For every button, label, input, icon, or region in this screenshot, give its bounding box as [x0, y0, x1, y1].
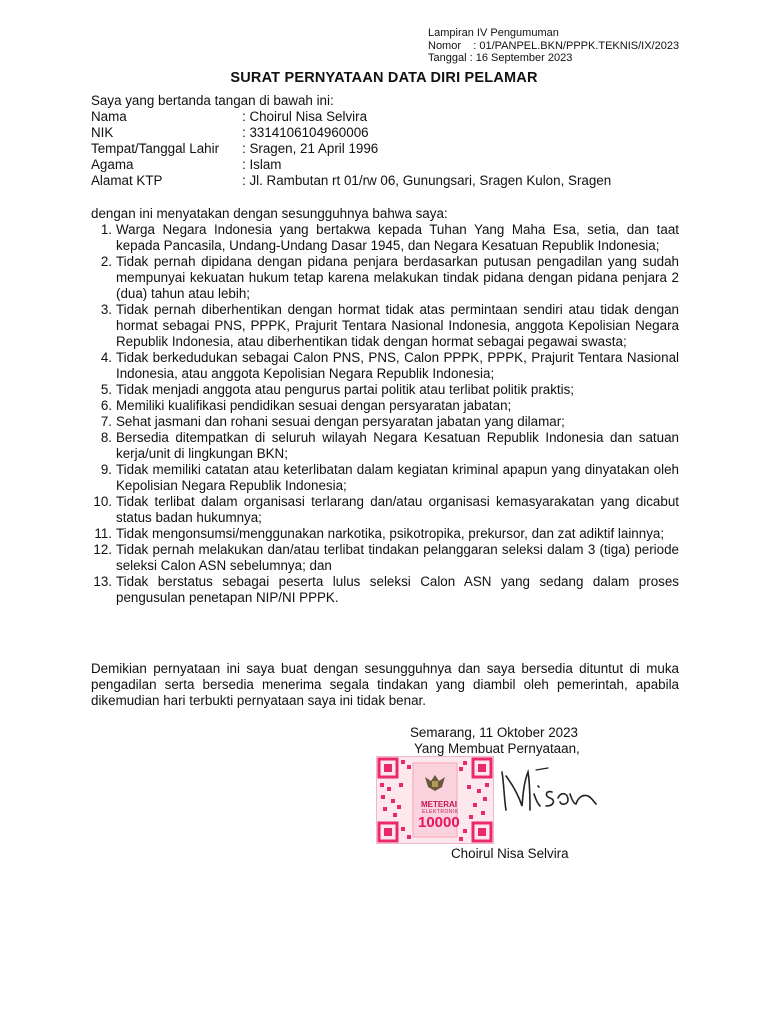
field-row [91, 173, 611, 189]
field-label: Alamat KTP [91, 173, 163, 188]
list-item [80, 302, 679, 350]
signatory-name: Choirul Nisa Selvira [451, 846, 569, 861]
item-number: 13. [93, 574, 112, 589]
signature-role: Yang Membuat Pernyataan, [414, 741, 580, 756]
item-text: Tidak berkedudukan sebagai Calon PNS, PNS, Calon PPPK, PPPK, Prajurit Tentara Nasional Indonesia, atau anggota Kepolisian Negara Republik Indonesia; [116, 350, 679, 381]
item-text: Bersedia ditempatkan di seluruh wilayah Negara Kesatuan Republik Indonesia dan satuan kerja/unit di lingkungan BKN; [116, 430, 679, 461]
declaration-list [80, 222, 679, 606]
list-item [80, 222, 679, 254]
document-title: SURAT PERNYATAAN DATA DIRI PELAMAR [230, 70, 538, 86]
nomor-value: : 01/PANPEL.BKN/PPPK.TEKNIS/IX/2023 [473, 39, 680, 52]
field-value: : 3314106104960006 [242, 125, 369, 140]
item-number: 8. [100, 430, 112, 445]
list-item [80, 574, 679, 606]
item-number: 2. [100, 254, 112, 269]
list-item [80, 494, 679, 526]
signature-place-date: Semarang, 11 Oktober 2023 [410, 725, 578, 740]
meterai-value: 10000 [418, 814, 460, 831]
intro-text: Saya yang bertanda tangan di bawah ini: [91, 93, 334, 108]
item-number: 9. [100, 462, 112, 477]
item-number: 11. [94, 526, 112, 541]
nomor-line [428, 40, 679, 53]
list-item [80, 526, 679, 542]
item-number: 1. [100, 222, 112, 237]
tanggal-line: Tanggal : 16 September 2023 [428, 52, 573, 64]
field-row [91, 141, 611, 157]
item-text: Tidak menjadi anggota atau pengurus partai politik atau terlibat politik praktis; [116, 382, 575, 397]
list-item [80, 542, 679, 574]
item-number: 10. [93, 494, 112, 509]
list-item [80, 254, 679, 302]
nomor-label: Nomor [428, 39, 462, 52]
field-label: Nama [91, 109, 127, 124]
list-item [80, 398, 679, 414]
item-text: Tidak pernah diberhentikan dengan hormat tidak atas permintaan sendiri atau tidak dengan hormat sebagai PNS, PPPK, Prajurit Tentara Nasional Indonesia, anggota Kepolisian Negara Republik Indonesia, atau diberhentikan tidak dengan hormat sebagai pegawai swasta; [116, 302, 679, 349]
item-text: Tidak terlibat dalam organisasi terlarang dan/atau organisasi kemasyarakatan yang dicabut status badan hukumnya; [116, 494, 679, 525]
list-item [80, 430, 679, 462]
field-label: Agama [91, 157, 134, 172]
field-value: : Choirul Nisa Selvira [242, 109, 368, 124]
meterai-sublabel: ELEKTRONIK [422, 809, 459, 815]
item-text: Tidak berstatus sebagai peserta lulus seleksi Calon ASN yang sedang dalam proses pengusulan penetapan NIP/NI PPPK. [116, 574, 679, 605]
item-number: 3. [100, 302, 112, 317]
item-number: 6. [100, 398, 112, 413]
item-text: Tidak mengonsumsi/menggunakan narkotika, psikotropika, prekursor, dan zat adiktif lainnya; [116, 526, 665, 541]
item-text: Tidak pernah dipidana dengan pidana penjara berdasarkan putusan pengadilan yang sudah mempunyai kekuatan hukum tetap karena melakukan tindak pidana dengan pidana penjara 2 (dua) tahun atau lebih; [116, 254, 679, 301]
handwritten-signature [490, 764, 600, 820]
list-item [80, 414, 679, 430]
item-text: Tidak memiliki catatan atau keterlibatan dalam kegiatan kriminal apapun yang dinyatakan oleh Kepolisian Negara Republik Indonesia; [116, 462, 679, 493]
list-item [80, 350, 679, 382]
item-number: 4. [100, 350, 112, 365]
field-label: NIK [91, 125, 114, 140]
item-text: Sehat jasmani dan rohani sesuai dengan persyaratan jabatan yang dilamar; [116, 414, 565, 429]
personal-data-fields [91, 109, 611, 189]
field-row [91, 125, 611, 141]
meterai-label: METERAI [421, 800, 457, 809]
item-text: Memiliki kualifikasi pendidikan sesuai dengan persyaratan jabatan; [116, 398, 512, 413]
field-row [91, 157, 611, 173]
item-text: Tidak pernah melakukan dan/atau terlibat tindakan pelanggaran seleksi dalam 3 (tiga) periode seleksi Calon ASN sebelumnya; dan [116, 542, 679, 573]
field-value: : Islam [242, 157, 282, 172]
field-value: : Sragen, 21 April 1996 [242, 141, 379, 156]
item-number: 7. [100, 414, 112, 429]
item-number: 5. [100, 382, 112, 397]
meterai-stamp [376, 756, 494, 844]
field-label: Tempat/Tanggal Lahir [91, 141, 220, 156]
statement-text: dengan ini menyatakan dengan sesungguhnya bahwa saya: [91, 206, 448, 221]
field-value: : Jl. Rambutan rt 01/rw 06, Gunungsari, Sragen Kulon, Sragen [242, 173, 612, 188]
list-item [80, 382, 679, 398]
list-item [80, 462, 679, 494]
field-row [91, 109, 611, 125]
item-number: 12. [93, 542, 112, 557]
attachment-line: Lampiran IV Pengumuman [428, 27, 559, 39]
item-text: Warga Negara Indonesia yang bertakwa kepada Tuhan Yang Maha Esa, setia, dan taat kepada Pancasila, Undang-Undang Dasar 1945, dan Negara Kesatuan Republik Indonesia; [116, 222, 679, 253]
attachment-header [428, 27, 679, 65]
closing-paragraph: Demikian pernyataan ini saya buat dengan sesungguhnya dan saya bersedia dituntut di muka pengadilan serta bersedia menerima segala tindakan yang diambil oleh pemerintah, apabila dikemudian hari terbukti pernyataan saya ini tidak benar. [91, 661, 679, 708]
